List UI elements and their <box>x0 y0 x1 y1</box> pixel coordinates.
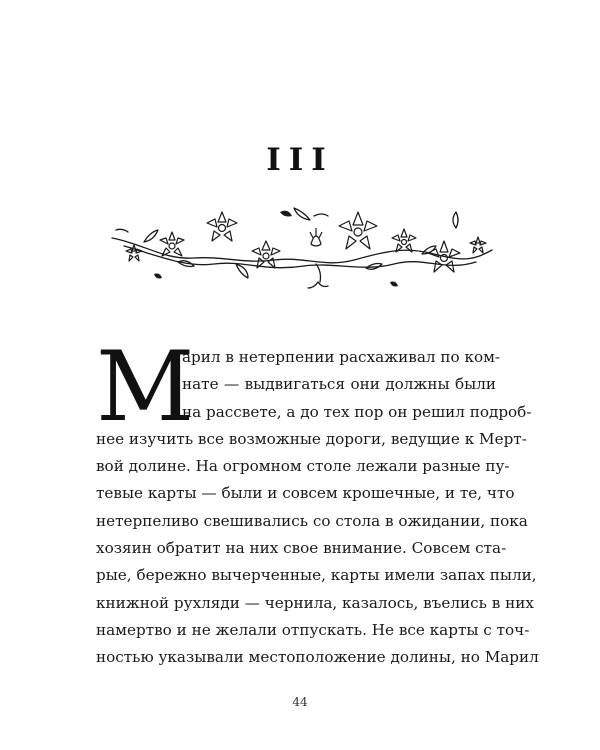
text-line: арил в нетерпении расхаживал по ком- <box>182 348 501 366</box>
text-line: тевые карты — были и совсем крошечные, и те, что <box>96 484 515 503</box>
page-number: 44 <box>292 695 308 709</box>
cornflower-garland-icon <box>104 202 496 302</box>
text-line: нее изучить все возможные дороги, ведущие к Мерт- <box>96 429 527 448</box>
text-line: рые, бережно вычерченные, карты имели запах пыли, <box>96 566 537 585</box>
chapter-number: III <box>266 142 334 178</box>
text-line: на рассвете, а до тех пор он решил подроб- <box>182 402 532 421</box>
text-line: намертво и не желали отпускать. Не все карты с точ- <box>96 620 530 639</box>
text-line: нате — выдвигаться они должны были <box>182 375 496 394</box>
body-text <box>96 331 539 672</box>
text-line: хозяин обратит на них свое внимание. Совсем ста- <box>96 539 507 558</box>
drop-cap: М <box>96 331 195 443</box>
text-line: нетерпеливо свешивались со стола в ожидании, пока <box>96 511 528 530</box>
text-line: вой долине. На огромном столе лежали разные пу- <box>96 457 510 476</box>
text-line: книжной рухляди — чернила, казалось, въелись в них <box>96 593 534 612</box>
text-line: ностью указывали местоположение долины, но Марил <box>96 648 539 667</box>
